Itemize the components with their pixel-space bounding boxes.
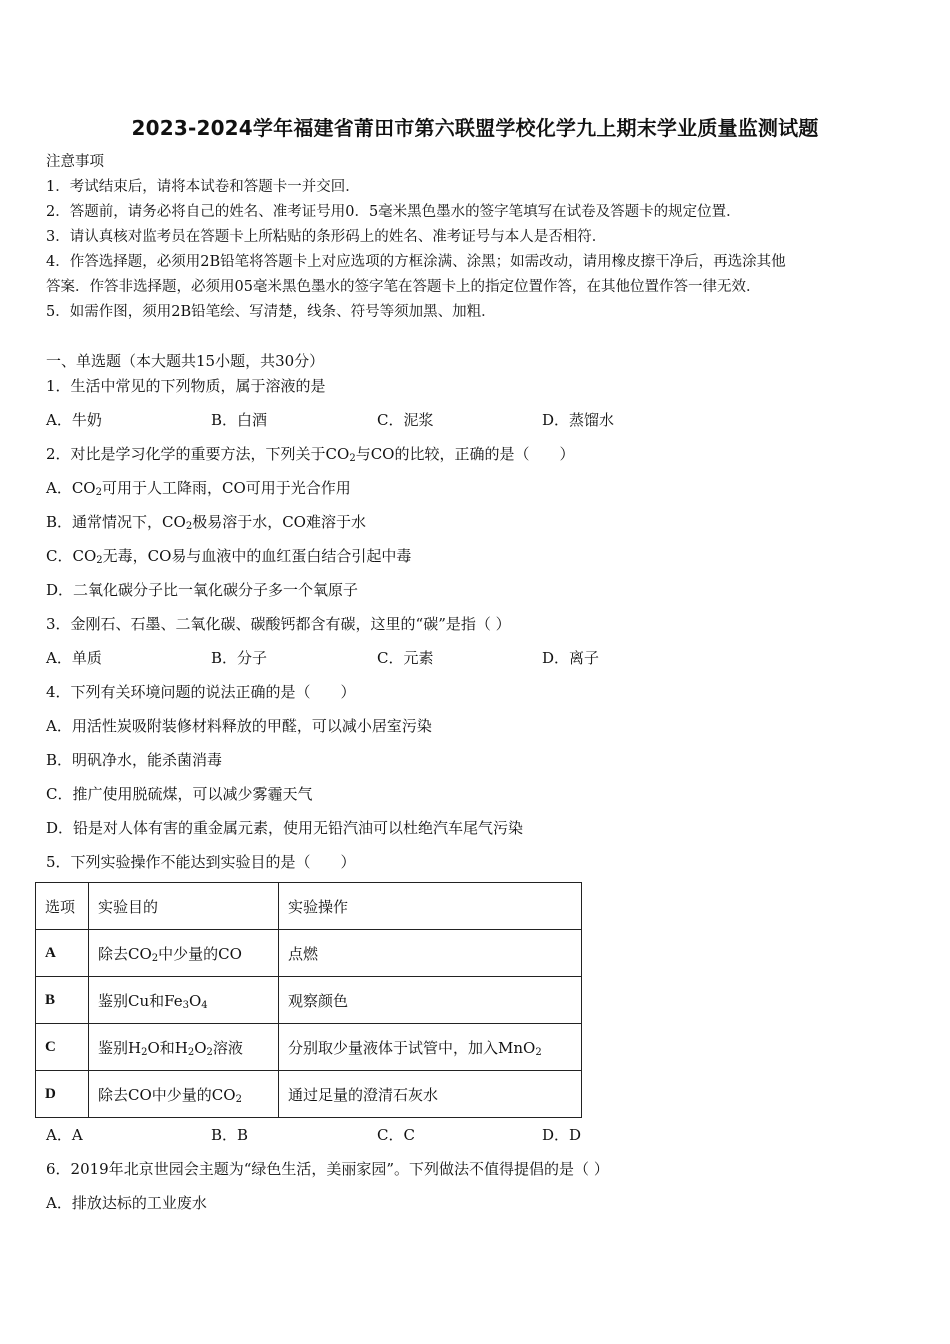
table-row — [36, 1024, 582, 1071]
question-2-option-c: C．$CO_2$无毒，CO易与血液中的血红蛋白结合引起中毒 — [46, 547, 412, 566]
question-4-option-c: C．推广使用脱硫煤，可以减少雾霾天气 — [46, 785, 313, 803]
option: C．C — [377, 1126, 415, 1144]
notice-heading: 注意事项 — [46, 154, 104, 170]
option: A．A — [46, 1126, 83, 1144]
table-row — [36, 977, 582, 1024]
option: D．蒸馏水 — [542, 411, 615, 429]
table-header-cell: 实验目的 — [89, 883, 279, 930]
row-label: D — [36, 1071, 89, 1118]
question-4-stem: 4．下列有关环境问题的说法正确的是（ ） — [46, 683, 356, 701]
notice-item: 5．如需作图，须用2B铅笔绘、写清楚，线条、符号等须加黑、加粗． — [46, 304, 496, 320]
notice-item: 2．答题前，请务必将自己的姓名、准考证号用0．5毫米黑色墨水的签字笔填写在试卷及答题卡的规定位置． — [46, 204, 741, 220]
question-4-option-d: D．铅是对人体有害的重金属元素，使用无铅汽油可以杜绝汽车尾气污染 — [46, 819, 524, 837]
operation-cell: 点燃 — [279, 930, 582, 977]
option: C．元素 — [377, 649, 434, 667]
table-header-cell: 实验操作 — [279, 883, 582, 930]
question-2-option-b: B．通常情况下，$CO_2$极易溶于水，CO难溶于水 — [46, 513, 366, 532]
notice-item: 答案．作答非选择题，必须用05毫米黑色墨水的签字笔在答题卡上的指定位置作答，在其他位置作答一律无效． — [46, 279, 761, 295]
notice-item: 4．作答选择题，必须用2B铅笔将答题卡上对应选项的方框涂满、涂黑；如需改动，请用橡皮擦干净后，再选涂其他 — [46, 254, 786, 270]
purpose-cell: 除去$CO_2$中少量的CO — [89, 930, 279, 977]
table-row — [36, 930, 582, 977]
question-4-option-b: B．明矾净水，能杀菌消毒 — [46, 751, 223, 769]
question-3-stem: 3．金刚石、石墨、二氧化碳、碳酸钙都含有碳，这里的“碳”是指（ ） — [46, 615, 511, 633]
question-4-option-a: A．用活性炭吸附装修材料释放的甲醛，可以减小居室污染 — [46, 717, 432, 735]
operation-cell: 分别取少量液体于试管中，加入MnO$_2$ — [279, 1024, 582, 1071]
option: B．分子 — [211, 649, 268, 667]
row-label: B — [36, 977, 89, 1024]
row-label: C — [36, 1024, 89, 1071]
question-6-option-a: A．排放达标的工业废水 — [46, 1194, 207, 1212]
question-1-stem: 1．生活中常见的下列物质，属于溶液的是 — [46, 377, 326, 395]
question-6-stem: 6．2019年北京世园会主题为“绿色生活，美丽家园”。下列做法不值得提倡的是（ ） — [46, 1160, 609, 1178]
table-row — [36, 1071, 582, 1118]
purpose-cell: 除去CO中少量的$CO_2$ — [89, 1071, 279, 1118]
option: B．白酒 — [211, 411, 268, 429]
purpose-cell: 鉴别$H_2O$和$H_2O_2$溶液 — [89, 1024, 279, 1071]
section-heading: 一、单选题（本大题共15小题，共30分） — [46, 352, 325, 370]
page-title: 2023-2024学年福建省莆田市第六联盟学校化学九上期末学业质量监测试题 — [131, 116, 819, 140]
question-5-stem: 5．下列实验操作不能达到实验目的是（ ） — [46, 853, 356, 871]
option: A．单质 — [46, 649, 102, 667]
operation-cell: 观察颜色 — [279, 977, 582, 1024]
question-2-option-d: D．二氧化碳分子比一氧化碳分子多一个氧原子 — [46, 581, 359, 599]
table-header-cell: 选项 — [36, 883, 89, 930]
option: B．B — [211, 1126, 249, 1144]
purpose-cell: 鉴别Cu和$Fe_3O_4$ — [89, 977, 279, 1024]
option: A．牛奶 — [46, 411, 102, 429]
notice-item: 3．请认真核对监考员在答题卡上所粘贴的条形码上的姓名、准考证号与本人是否相符． — [46, 229, 607, 245]
option: D．D — [542, 1126, 582, 1144]
operation-cell: 通过足量的澄清石灰水 — [279, 1071, 582, 1118]
option: D．离子 — [542, 649, 600, 667]
experiment-table — [35, 882, 582, 1118]
option: C．泥浆 — [377, 411, 434, 429]
table-header-row — [36, 883, 582, 930]
row-label: A — [36, 930, 89, 977]
question-2-option-a: A．$CO_2$可用于人工降雨，CO可用于光合作用 — [46, 479, 351, 498]
notice-item: 1．考试结束后，请将本试卷和答题卡一并交回． — [46, 179, 360, 195]
question-2-stem: 2．对比是学习化学的重要方法，下列关于$CO_2$与CO的比较，正确的是（ ） — [46, 445, 575, 464]
